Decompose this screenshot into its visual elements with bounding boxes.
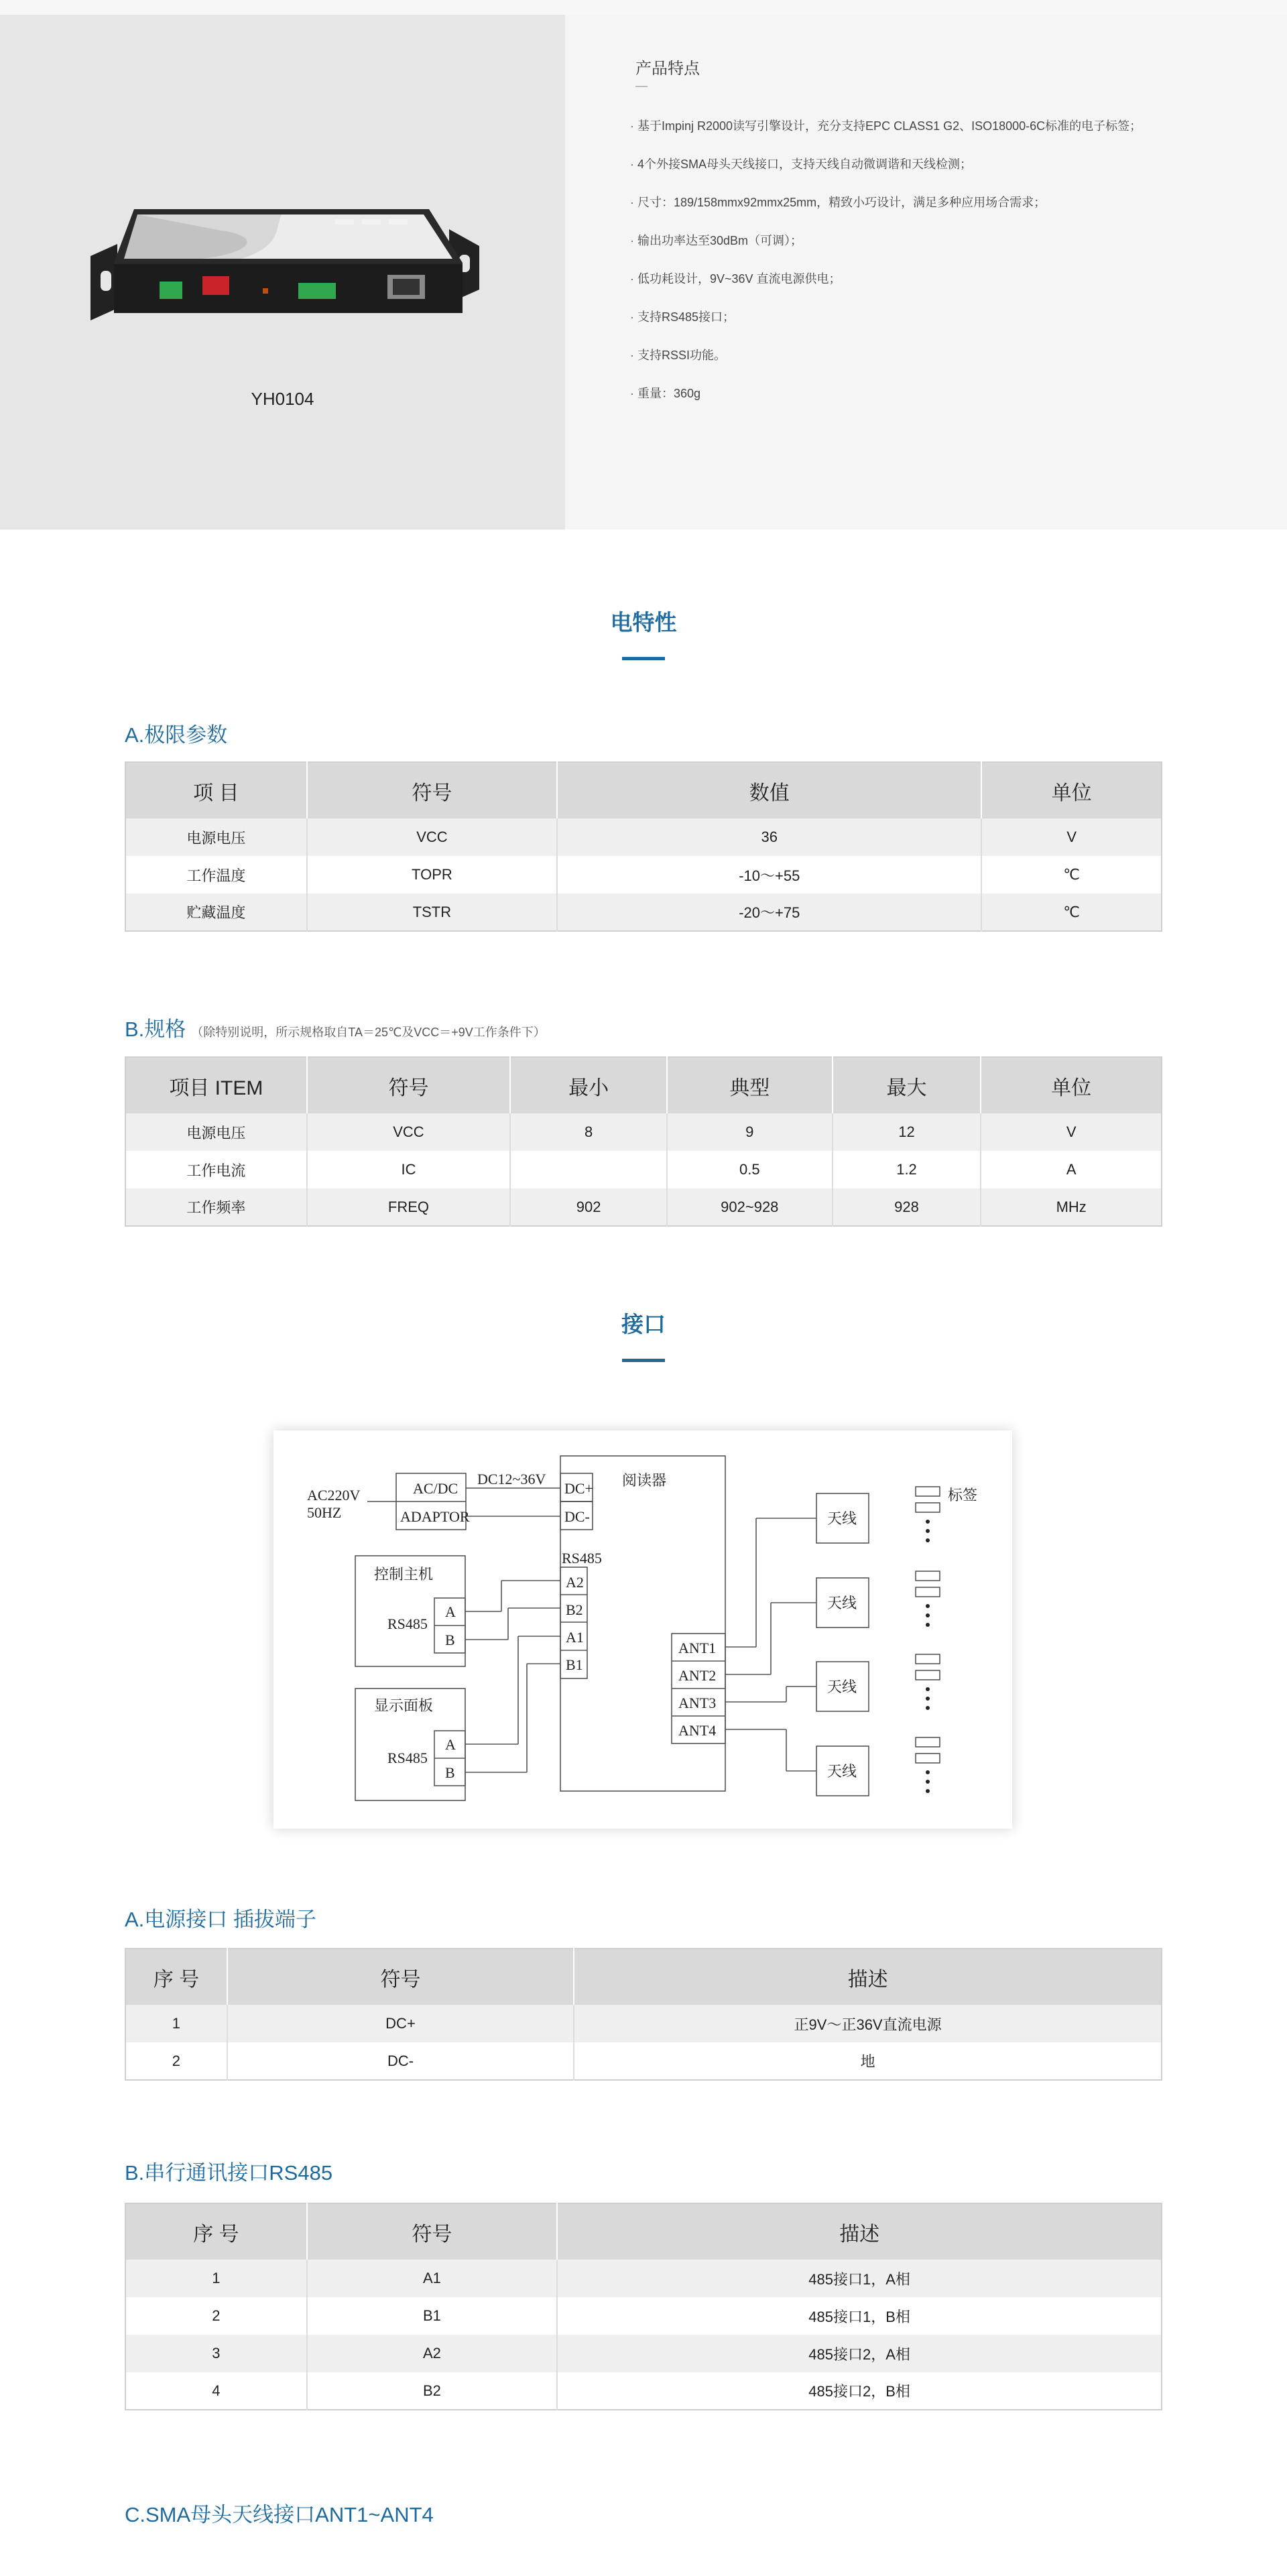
table-cell — [510, 1151, 667, 1188]
table-cell: 12 — [833, 1113, 981, 1151]
table-cell: 2 — [125, 2042, 227, 2080]
table-row — [125, 1151, 1162, 1188]
table-row — [125, 2260, 1162, 2297]
features-divider — [635, 86, 648, 87]
diagram-host-rs485: RS485 — [387, 1615, 428, 1632]
table-row — [125, 2372, 1162, 2410]
table-header: 数值 — [557, 762, 981, 818]
table-cell: 8 — [510, 1113, 667, 1151]
table-cell: 工作频率 — [125, 1188, 307, 1226]
table-cell: 1.2 — [833, 1151, 981, 1188]
table-cell: FREQ — [307, 1188, 511, 1226]
serial-interface-table — [125, 2203, 1162, 2410]
table-cell: 3 — [125, 2335, 307, 2372]
table-cell: B2 — [307, 2372, 558, 2410]
table-cell: -20～+75 — [557, 894, 981, 931]
diagram-ac-label: AC220V — [307, 1487, 361, 1504]
serial-interface-title: B.串行通讯接口RS485 — [125, 2161, 333, 2185]
table-cell: 贮藏温度 — [125, 894, 307, 931]
table-cell: -10～+55 — [557, 856, 981, 894]
diagram-ant3: ANT3 — [678, 1695, 717, 1711]
diagram-pin-b2: B2 — [566, 1601, 583, 1618]
feature-item: · 输出功率达至30dBm（可调）； — [630, 233, 1274, 271]
sma-interface-title: C.SMA母头天线接口ANT1~ANT4 — [125, 2503, 434, 2526]
table-row — [125, 1113, 1162, 1151]
table-cell: 902~928 — [667, 1188, 833, 1226]
product-image-panel — [0, 15, 565, 530]
table-header: 序 号 — [125, 1949, 227, 2005]
table-cell: MHz — [981, 1188, 1162, 1226]
table-header: 描述 — [574, 1949, 1162, 2005]
table-row — [125, 894, 1162, 931]
diagram-host-pin-b: B — [445, 1632, 455, 1648]
power-interface-table — [125, 1948, 1162, 2081]
table-row — [125, 2005, 1162, 2042]
table-row — [125, 2335, 1162, 2372]
table-header: 符号 — [227, 1949, 574, 2005]
table-cell: 电源电压 — [125, 1113, 307, 1151]
section-underline — [622, 657, 665, 660]
diagram-panel-label: 显示面板 — [374, 1697, 434, 1714]
table-cell: 36 — [557, 818, 981, 856]
table-row — [125, 1188, 1162, 1226]
table-header: 符号 — [307, 2203, 558, 2260]
limits-table — [125, 761, 1162, 932]
diagram-host-pin-a: A — [445, 1603, 456, 1620]
feature-item: · 尺寸：189/158mmx92mmx25mm，精致小巧设计，满足多种应用场合需求； — [630, 194, 1274, 233]
feature-item: · 支持RS485接口； — [630, 309, 1274, 347]
diagram-ant2: ANT2 — [678, 1667, 717, 1684]
table-cell: IC — [307, 1151, 511, 1188]
diagram-dc-label: DC12~36V — [477, 1471, 546, 1487]
diagram-adaptor-bottom: ADAPTOR — [400, 1508, 470, 1525]
diagram-pin-b1: B1 — [566, 1656, 583, 1673]
table-cell: VCC — [307, 818, 558, 856]
table-row — [125, 818, 1162, 856]
feature-item: · 重量：360g — [630, 385, 1274, 424]
diagram-pin-a2: A2 — [566, 1574, 584, 1591]
table-cell: DC+ — [227, 2005, 574, 2042]
diagram-ant1: ANT1 — [678, 1640, 717, 1656]
table-cell: 1 — [125, 2260, 307, 2297]
diagram-panel-pin-b: B — [445, 1764, 455, 1781]
power-interface-title: A.电源接口 插拔端子 — [125, 1908, 316, 1931]
table-cell: 0.5 — [667, 1151, 833, 1188]
feature-item: · 支持RSSI功能。 — [630, 347, 1274, 385]
table-header: 描述 — [557, 2203, 1162, 2260]
table-cell: ℃ — [981, 856, 1162, 894]
table-header: 项目 ITEM — [125, 1057, 307, 1113]
diagram-rs485-label: RS485 — [562, 1550, 602, 1567]
diagram-panel-pin-a: A — [445, 1736, 456, 1753]
diagram-pin-a1: A1 — [566, 1629, 584, 1646]
table-cell: V — [981, 1113, 1162, 1151]
diagram-host-label: 控制主机 — [374, 1566, 434, 1583]
specs-table — [125, 1056, 1162, 1227]
table-cell: DC- — [227, 2042, 574, 2080]
table-cell: 902 — [510, 1188, 667, 1226]
diagram-antenna: 天线 — [827, 1763, 857, 1780]
table-cell: 9 — [667, 1113, 833, 1151]
table-cell: 电源电压 — [125, 818, 307, 856]
table-cell: 928 — [833, 1188, 981, 1226]
table-cell: 工作电流 — [125, 1151, 307, 1188]
table-row — [125, 856, 1162, 894]
diagram-antenna: 天线 — [827, 1678, 857, 1695]
table-cell: 工作温度 — [125, 856, 307, 894]
table-header: 最大 — [833, 1057, 981, 1113]
table-cell: 地 — [574, 2042, 1162, 2080]
table-row — [125, 2297, 1162, 2335]
limits-title: A.极限参数 — [125, 723, 228, 747]
table-cell: 485接口2，B相 — [557, 2372, 1162, 2410]
table-header: 符号 — [307, 1057, 511, 1113]
table-cell: 正9V～正36V直流电源 — [574, 2005, 1162, 2042]
feature-item: · 基于Impinj R2000读写引擎设计，充分支持EPC CLASS1 G2、ISO18000-6C标准的电子标签； — [630, 118, 1274, 156]
table-cell: TOPR — [307, 856, 558, 894]
table-cell: 485接口1，B相 — [557, 2297, 1162, 2335]
table-header: 序 号 — [125, 2203, 307, 2260]
interface-section-title: 接口 — [621, 1312, 666, 1337]
specs-note: （除特别说明，所示规格取自TA＝25℃及VCC＝+9V工作条件下） — [191, 1026, 546, 1039]
table-cell: B1 — [307, 2297, 558, 2335]
feature-item: · 低功耗设计，9V~36V 直流电源供电； — [630, 271, 1274, 309]
section-underline — [622, 1359, 665, 1362]
diagram-reader-label: 阅读器 — [622, 1472, 667, 1489]
table-header: 单位 — [981, 1057, 1162, 1113]
features-title: 产品特点 — [635, 60, 700, 78]
table-row — [125, 2042, 1162, 2080]
wiring-diagram-svg — [273, 1430, 1012, 1829]
diagram-tag-label: 标签 — [948, 1487, 978, 1504]
table-cell: 4 — [125, 2372, 307, 2410]
wiring-diagram — [273, 1430, 1012, 1829]
diagram-dc-plus: DC+ — [564, 1480, 593, 1497]
diagram-adaptor-top: AC/DC — [413, 1480, 458, 1497]
features-list — [630, 118, 1274, 424]
diagram-panel-rs485: RS485 — [387, 1750, 428, 1766]
diagram-antenna: 天线 — [827, 1595, 857, 1611]
diagram-antenna: 天线 — [827, 1510, 857, 1527]
table-header: 单位 — [981, 762, 1162, 818]
table-header: 最小 — [510, 1057, 667, 1113]
diagram-dc-minus: DC- — [564, 1508, 590, 1525]
table-cell: A — [981, 1151, 1162, 1188]
reader-device-image — [0, 189, 565, 457]
specs-title-text: B.规格 — [125, 1018, 186, 1041]
table-cell: A2 — [307, 2335, 558, 2372]
table-cell: 2 — [125, 2297, 307, 2335]
product-model: YH0104 — [251, 389, 314, 409]
table-header: 项 目 — [125, 762, 307, 818]
table-cell: ℃ — [981, 894, 1162, 931]
table-cell: A1 — [307, 2260, 558, 2297]
table-cell: V — [981, 818, 1162, 856]
table-cell: 1 — [125, 2005, 227, 2042]
feature-item: · 4个外接SMA母头天线接口，支持天线自动微调谐和天线检测； — [630, 156, 1274, 194]
table-header: 典型 — [667, 1057, 833, 1113]
electrical-section-title: 电特性 — [610, 610, 677, 635]
table-cell: VCC — [307, 1113, 511, 1151]
diagram-hz-label: 50HZ — [307, 1504, 342, 1521]
table-cell: TSTR — [307, 894, 558, 931]
table-header: 符号 — [307, 762, 558, 818]
table-cell: 485接口1，A相 — [557, 2260, 1162, 2297]
diagram-ant4: ANT4 — [678, 1722, 717, 1739]
table-cell: 485接口2，A相 — [557, 2335, 1162, 2372]
specs-title — [125, 1012, 546, 1042]
